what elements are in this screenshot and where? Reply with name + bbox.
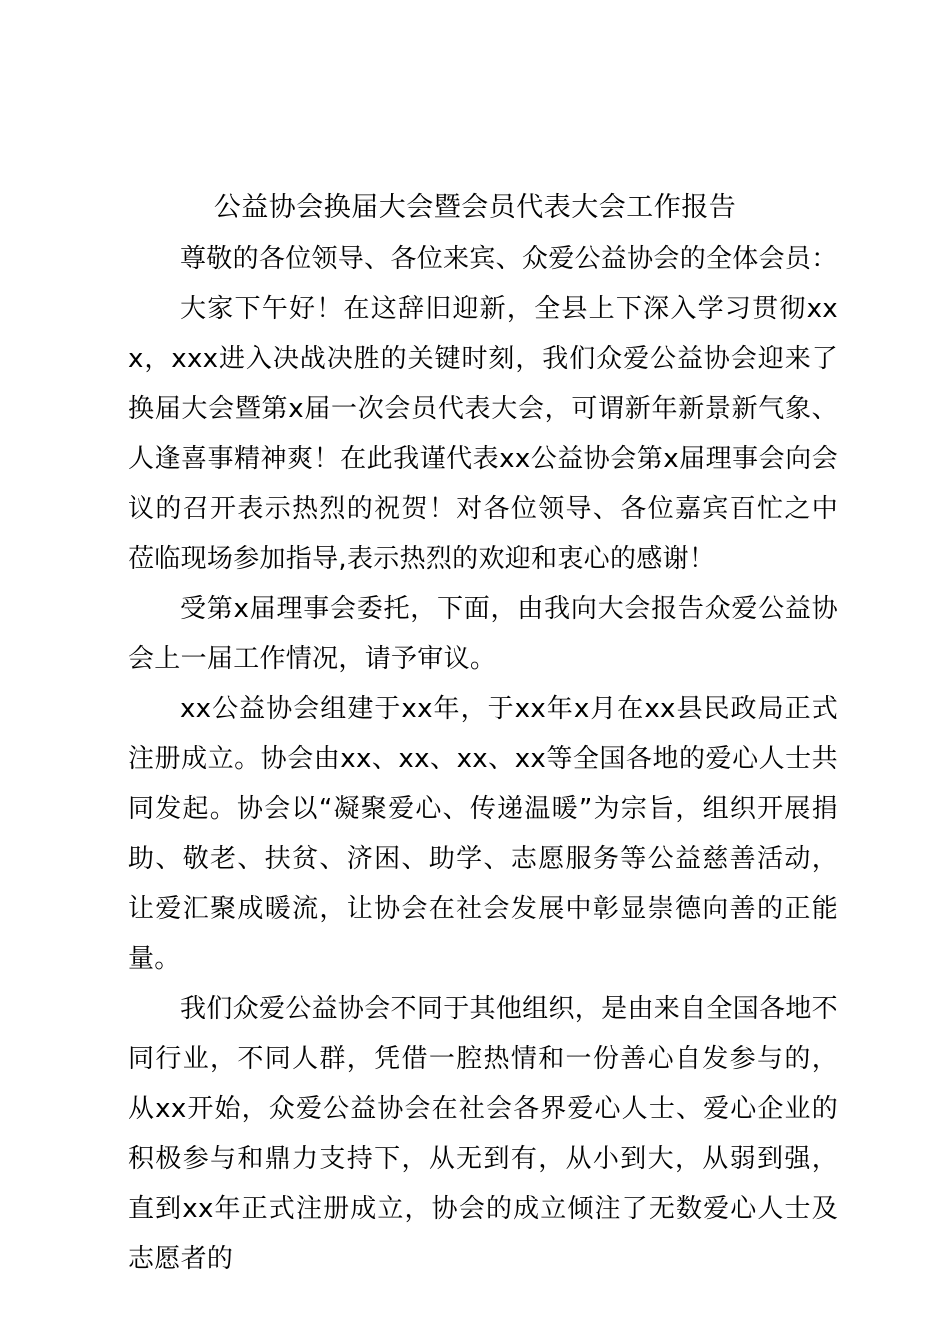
document-title: 公益协会换届大会暨会员代表大会工作报告 <box>213 192 737 223</box>
history-paragraph: 我们众爱公益协会不同于其他组织，是由来自全国各地不同行业，不同人群，凭借一腔热情和一份善心自发参与的，从xx开始，众爱公益协会在社会各界爱心人士、爱心企业的积极参与和鼎力支持下，从无到有，从小到大，从弱到强，直到xx年正式注册成立，协会的成立倾注了无数爱心人士及志愿者的 <box>128 994 838 1274</box>
salutation-paragraph: 尊敬的各位领导、各位来宾、众爱公益协会的全体会员： <box>180 244 838 274</box>
founding-paragraph: xx公益协会组建于xx年，于xx年x月在xx县民政局正式注册成立。协会由xx、xx、xx、xx等全国各地的爱心人士共同发起。协会以“凝聚爱心、传递温暖”为宗旨，组织开展捐助、敬老、扶贫、济困、助学、志愿服务等公益慈善活动，让爱汇聚成暖流，让协会在社会发展中彰显崇德向善的正能量。 <box>128 694 838 974</box>
greeting-paragraph: 大家下午好！在这辞旧迎新，全县上下深入学习贯彻xxx，xxx进入决战决胜的关键时刻，我们众爱公益协会迎来了换届大会暨第x届一次会员代表大会，可谓新年新景新气象、人逢喜事精神爽！在此我谨代表xx公益协会第x届理事会向会议的召开表示热烈的祝贺！对各位领导、各位嘉宾百忙之中莅临现场参加指导,表示热烈的欢迎和衷心的感谢！ <box>128 294 838 574</box>
document-body <box>128 234 838 1284</box>
commission-paragraph: 受第x届理事会委托，下面，由我向大会报告众爱公益协会上一届工作情况，请予审议。 <box>128 594 838 674</box>
